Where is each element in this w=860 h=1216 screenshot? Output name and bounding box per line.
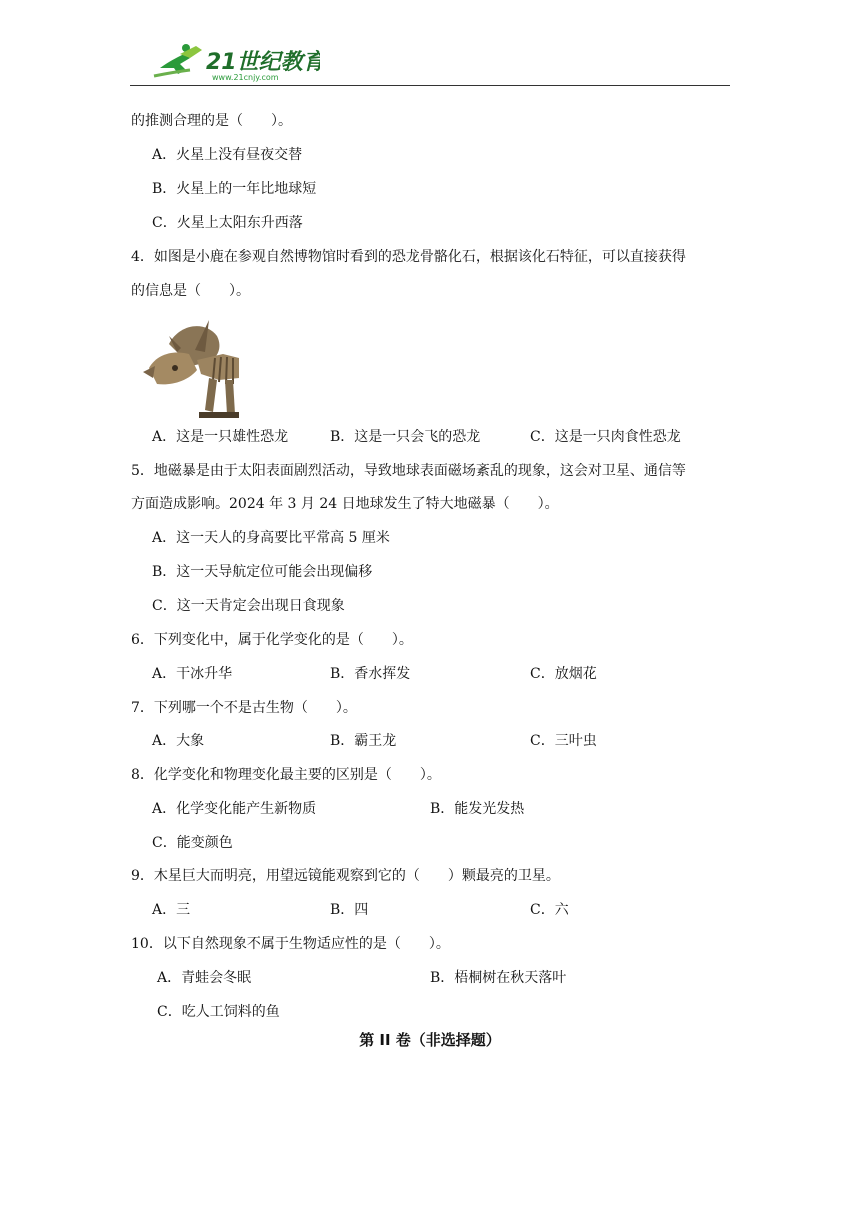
q8-option-c: C．能变颜色 — [152, 835, 233, 851]
q4-option-c: C．这是一只肉食性恐龙 — [530, 429, 681, 445]
q6-option-b: B．香水挥发 — [330, 666, 411, 682]
q7-option-b: B．霸王龙 — [330, 733, 397, 749]
q8-option-a: A．化学变化能产生新物质 — [152, 801, 317, 817]
logo-url: www.21cnjy.com — [212, 73, 279, 82]
q7-option-c: C．三叶虫 — [530, 733, 597, 749]
q8-option-b: B．能发光发热 — [430, 801, 525, 817]
q3-option-c: C．火星上太阳东升西落 — [152, 215, 303, 231]
q4-option-b: B．这是一只会飞的恐龙 — [330, 429, 481, 445]
logo-graphic — [150, 40, 320, 84]
q3-option-a: A．火星上没有昼夜交替 — [152, 147, 303, 163]
site-logo — [150, 40, 320, 84]
q6-stem: 6．下列变化中，属于化学变化的是（ ）。 — [131, 632, 413, 648]
q5-option-a: A．这一天人的身高要比平常高 5 厘米 — [152, 530, 390, 546]
q4-option-a: A．这是一只雄性恐龙 — [152, 429, 289, 445]
q10-option-b: B．梧桐树在秋天落叶 — [430, 970, 567, 986]
q7-option-a: A．大象 — [152, 733, 205, 749]
q4-stem-line1: 4．如图是小鹿在参观自然博物馆时看到的恐龙骨骼化石，根据该化石特征，可以直接获得 — [131, 249, 686, 265]
q9-option-b: B．四 — [330, 902, 369, 918]
page-header — [130, 40, 730, 86]
q10-option-a: A．青蛙会冬眠 — [157, 970, 252, 986]
q3-option-b: B．火星上的一年比地球短 — [152, 181, 317, 197]
dinosaur-fossil-image — [139, 314, 239, 418]
q5-option-b: B．这一天导航定位可能会出现偏移 — [152, 564, 373, 580]
q10-option-c: C．吃人工饲料的鱼 — [157, 1004, 280, 1020]
q5-stem-line2: 方面造成影响。2024 年 3 月 24 日地球发生了特大地磁暴（ ）。 — [131, 496, 559, 512]
q5-option-c: C．这一天肯定会出现日食现象 — [152, 598, 345, 614]
q9-option-a: A．三 — [152, 902, 191, 918]
q6-option-a: A．干冰升华 — [152, 666, 233, 682]
logo-text: 21世纪教育 — [206, 50, 320, 75]
q6-option-c: C．放烟花 — [530, 666, 597, 682]
q8-stem: 8．化学变化和物理变化最主要的区别是（ ）。 — [131, 767, 441, 783]
q4-stem-line2: 的信息是（ ）。 — [131, 283, 250, 299]
q3-stem-tail: 的推测合理的是（ ）。 — [131, 113, 292, 129]
q9-option-c: C．六 — [530, 902, 569, 918]
q5-stem-line1: 5．地磁暴是由于太阳表面剧烈活动，导致地球表面磁场紊乱的现象，这会对卫星、通信等 — [131, 463, 686, 479]
q7-stem: 7．下列哪一个不是古生物（ ）。 — [131, 700, 357, 716]
header-divider — [130, 85, 730, 86]
q10-stem: 10．以下自然现象不属于生物适应性的是（ ）。 — [131, 936, 450, 952]
section-title: 第 II 卷（非选择题） — [359, 1031, 501, 1049]
q9-stem: 9．木星巨大而明亮，用望远镜能观察到它的（ ）颗最亮的卫星。 — [131, 868, 560, 884]
